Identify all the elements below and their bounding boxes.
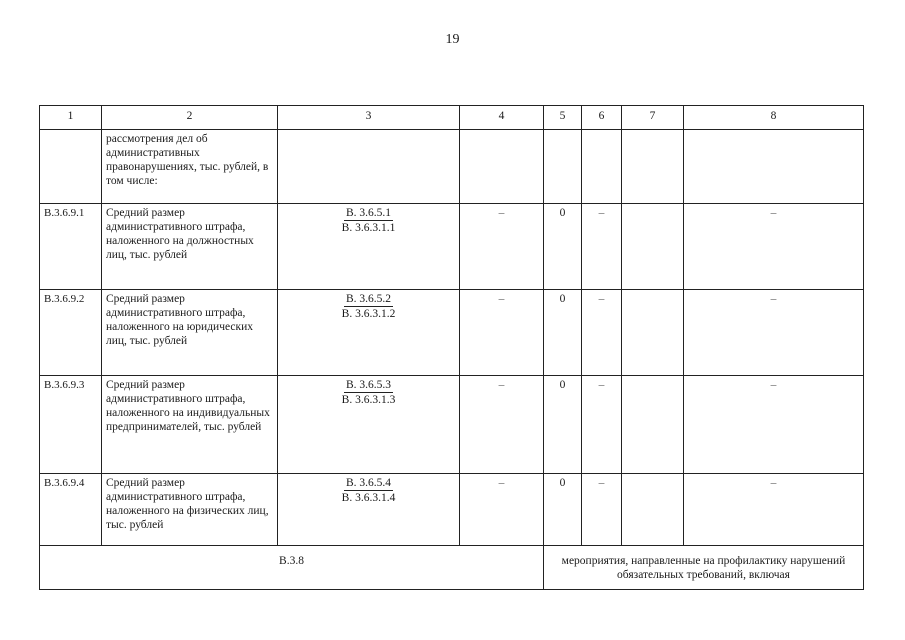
col5-cell: 0 [544,376,582,474]
value-cell [582,130,622,204]
formula-numerator: В. 3.6.5.1 [345,207,392,219]
col8-cell: – [684,204,864,290]
formula-numerator: В. 3.6.5.3 [345,379,392,391]
col4-cell: – [460,376,544,474]
col6-cell: – [582,204,622,290]
value-cell [622,130,684,204]
header-cell: 2 [102,106,278,130]
col7-cell [622,376,684,474]
table-row-continuation [40,130,864,204]
code-cell: В.3.6.9.3 [40,376,102,474]
formula-cell [278,204,460,290]
table-row [40,290,864,376]
col8-cell: – [684,376,864,474]
table-header-row [40,106,864,130]
formula-denominator: В. 3.6.3.1.3 [341,394,396,406]
value-cell [460,130,544,204]
col4-cell: – [460,290,544,376]
col7-cell [622,290,684,376]
col5-cell: 0 [544,290,582,376]
header-cell: 7 [622,106,684,130]
col4-cell: – [460,204,544,290]
code-cell: В.3.6.9.4 [40,474,102,546]
header-cell: 8 [684,106,864,130]
table-row [40,474,864,546]
col8-cell: – [684,290,864,376]
formula-cell [278,130,460,204]
value-cell [684,130,864,204]
code-cell [40,130,102,204]
formula-cell [278,474,460,546]
col7-cell [622,474,684,546]
page-number: 19 [445,32,460,47]
header-cell: 6 [582,106,622,130]
formula-cell [278,290,460,376]
formula-numerator: В. 3.6.5.4 [345,477,392,489]
description-cell: Средний размер административного штрафа, наложенного на физических лиц, тыс. рублей [102,474,278,546]
description-cell: Средний размер административного штрафа, наложенного на должностных лиц, тыс. рублей [102,204,278,290]
code-cell: В.3.6.9.1 [40,204,102,290]
description-cell: Средний размер административного штрафа, наложенного на индивидуальных предпринимателей, тыс. рублей [102,376,278,474]
formula-denominator: В. 3.6.3.1.1 [341,222,396,234]
table-row [40,376,864,474]
col4-cell: – [460,474,544,546]
code-cell: В.3.6.9.2 [40,290,102,376]
description-cell: рассмотрения дел об административных правонарушениях, тыс. рублей, в том числе: [102,130,278,204]
col5-cell: 0 [544,204,582,290]
formula-numerator: В. 3.6.5.2 [345,293,392,305]
description-cell: Средний размер административного штрафа, наложенного на юридических лиц, тыс. рублей [102,290,278,376]
col6-cell: – [582,290,622,376]
formula-denominator: В. 3.6.3.1.4 [341,492,396,504]
table-row [40,204,864,290]
header-cell: 3 [278,106,460,130]
section-description-cell: мероприятия, направленные на профилактику нарушений обязательных требований, включая [544,546,864,590]
header-cell: 1 [40,106,102,130]
col7-cell [622,204,684,290]
formula-denominator: В. 3.6.3.1.2 [341,308,396,320]
value-cell [544,130,582,204]
col5-cell: 0 [544,474,582,546]
col8-cell: – [684,474,864,546]
section-footer-row [40,546,864,590]
col6-cell: – [582,376,622,474]
indicators-table [39,105,864,590]
formula-cell [278,376,460,474]
header-cell: 4 [460,106,544,130]
header-cell: 5 [544,106,582,130]
section-code-cell: В.3.8 [40,546,544,590]
col6-cell: – [582,474,622,546]
